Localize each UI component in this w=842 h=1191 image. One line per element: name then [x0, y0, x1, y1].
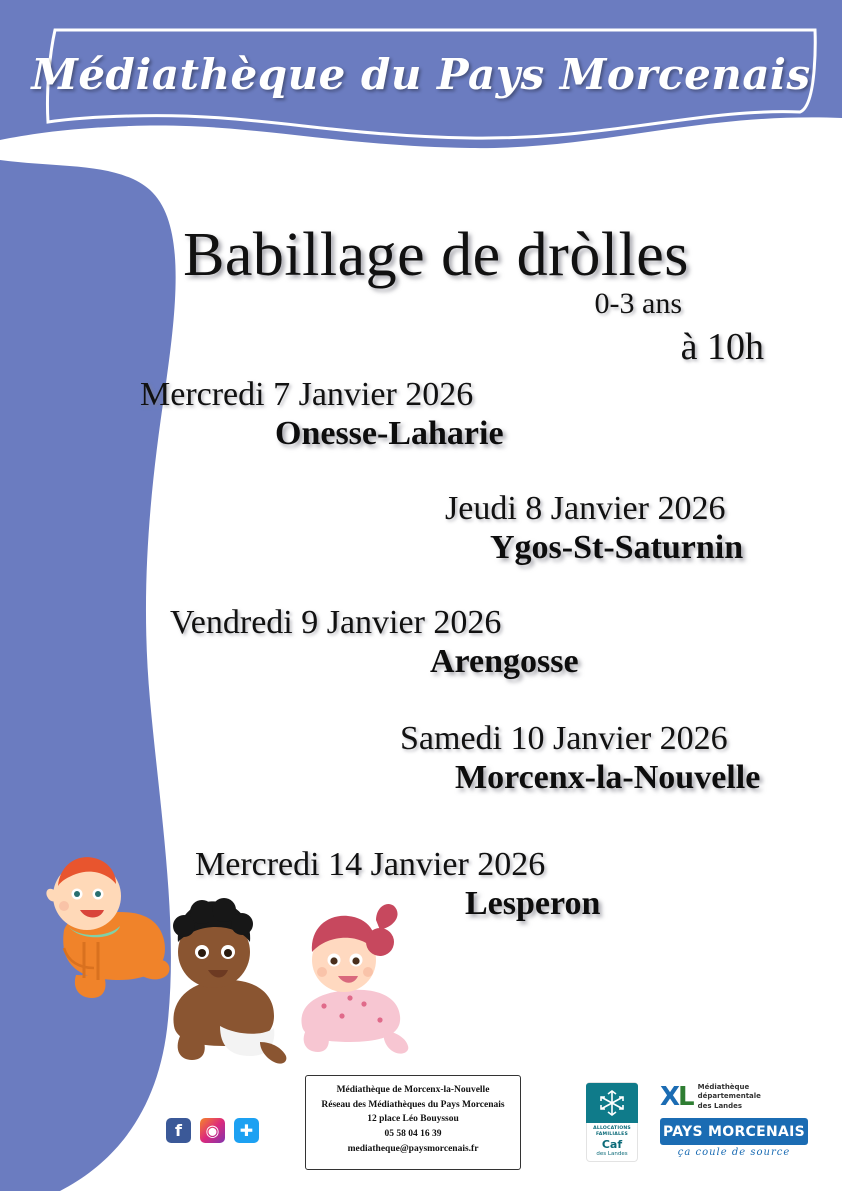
xl-logo-text	[698, 1083, 761, 1110]
caf-top-label: ALLOCATIONS FAMILIALES	[593, 1126, 631, 1137]
list-item	[0, 375, 842, 455]
session-date: Mercredi 14 Janvier 2026	[195, 845, 546, 883]
pays-morcenais-name: PAYS MORCENAIS	[660, 1118, 808, 1145]
session-date: Vendredi 9 Janvier 2026	[170, 603, 502, 641]
main-title-text: Babillage de dròlles	[183, 221, 689, 289]
address-line-2: Réseau des Médiathèques du Pays Morcenais	[321, 1099, 505, 1110]
pays-morcenais-slogan: ça coule de source	[677, 1147, 791, 1158]
pays-morcenais-logo	[660, 1118, 808, 1162]
session-date: Samedi 10 Janvier 2026	[400, 719, 728, 757]
session-date: Mercredi 7 Janvier 2026	[140, 376, 474, 413]
session-time: à 10h	[680, 326, 764, 368]
instagram-icon[interactable]: ◉	[200, 1118, 225, 1143]
caf-name: Caf	[601, 1138, 623, 1152]
xl-line-3: des Landes	[697, 1101, 743, 1110]
address-line-1: Médiathèque de Morcenx-la-Nouvelle	[336, 1085, 490, 1095]
list-item	[0, 603, 842, 683]
baby-crawling-icon	[173, 898, 286, 1064]
header-band	[0, 0, 842, 170]
caf-snowflake-icon	[595, 1088, 629, 1118]
session-place: Lesperon	[465, 884, 601, 922]
email-address: mediatheque@paysmorcenais.fr	[347, 1143, 479, 1154]
list-item	[0, 719, 842, 799]
babies-svg	[24, 830, 444, 1080]
twitter-icon[interactable]: ✚	[234, 1118, 259, 1143]
social-links[interactable]	[166, 1118, 259, 1143]
baby-pink-icon	[301, 904, 408, 1054]
session-place: Ygos-St-Saturnin	[490, 528, 744, 566]
age-range: 0-3 ans	[594, 287, 682, 320]
caf-logo	[586, 1082, 638, 1162]
phone-number: 05 58 04 16 39	[384, 1129, 442, 1140]
xl-logo-mark: XL	[660, 1082, 693, 1112]
list-item	[0, 489, 842, 569]
session-place: Morcenx-la-Nouvelle	[455, 758, 761, 796]
caf-logo-mark	[586, 1083, 638, 1123]
xl-line-1: Médiathèque	[697, 1083, 750, 1092]
xl-line-2: départementale	[697, 1092, 761, 1101]
session-date: Jeudi 8 Janvier 2026	[445, 489, 726, 527]
session-place: Onesse-Laharie	[275, 415, 504, 453]
page-title: Médiathèque du Pays Morcenais	[31, 50, 811, 99]
main-title	[0, 220, 842, 291]
caf-sub: des Landes	[596, 1151, 628, 1158]
address-box	[305, 1075, 521, 1170]
poster-content	[0, 180, 842, 940]
xl-departement-logo	[660, 1078, 795, 1116]
facebook-icon[interactable]: f	[166, 1118, 191, 1143]
address-line-3: 12 place Léo Bouyssou	[367, 1114, 459, 1125]
babies-illustration	[24, 830, 444, 1080]
session-place: Arengosse	[430, 642, 579, 680]
baby-orange-icon	[46, 857, 169, 998]
